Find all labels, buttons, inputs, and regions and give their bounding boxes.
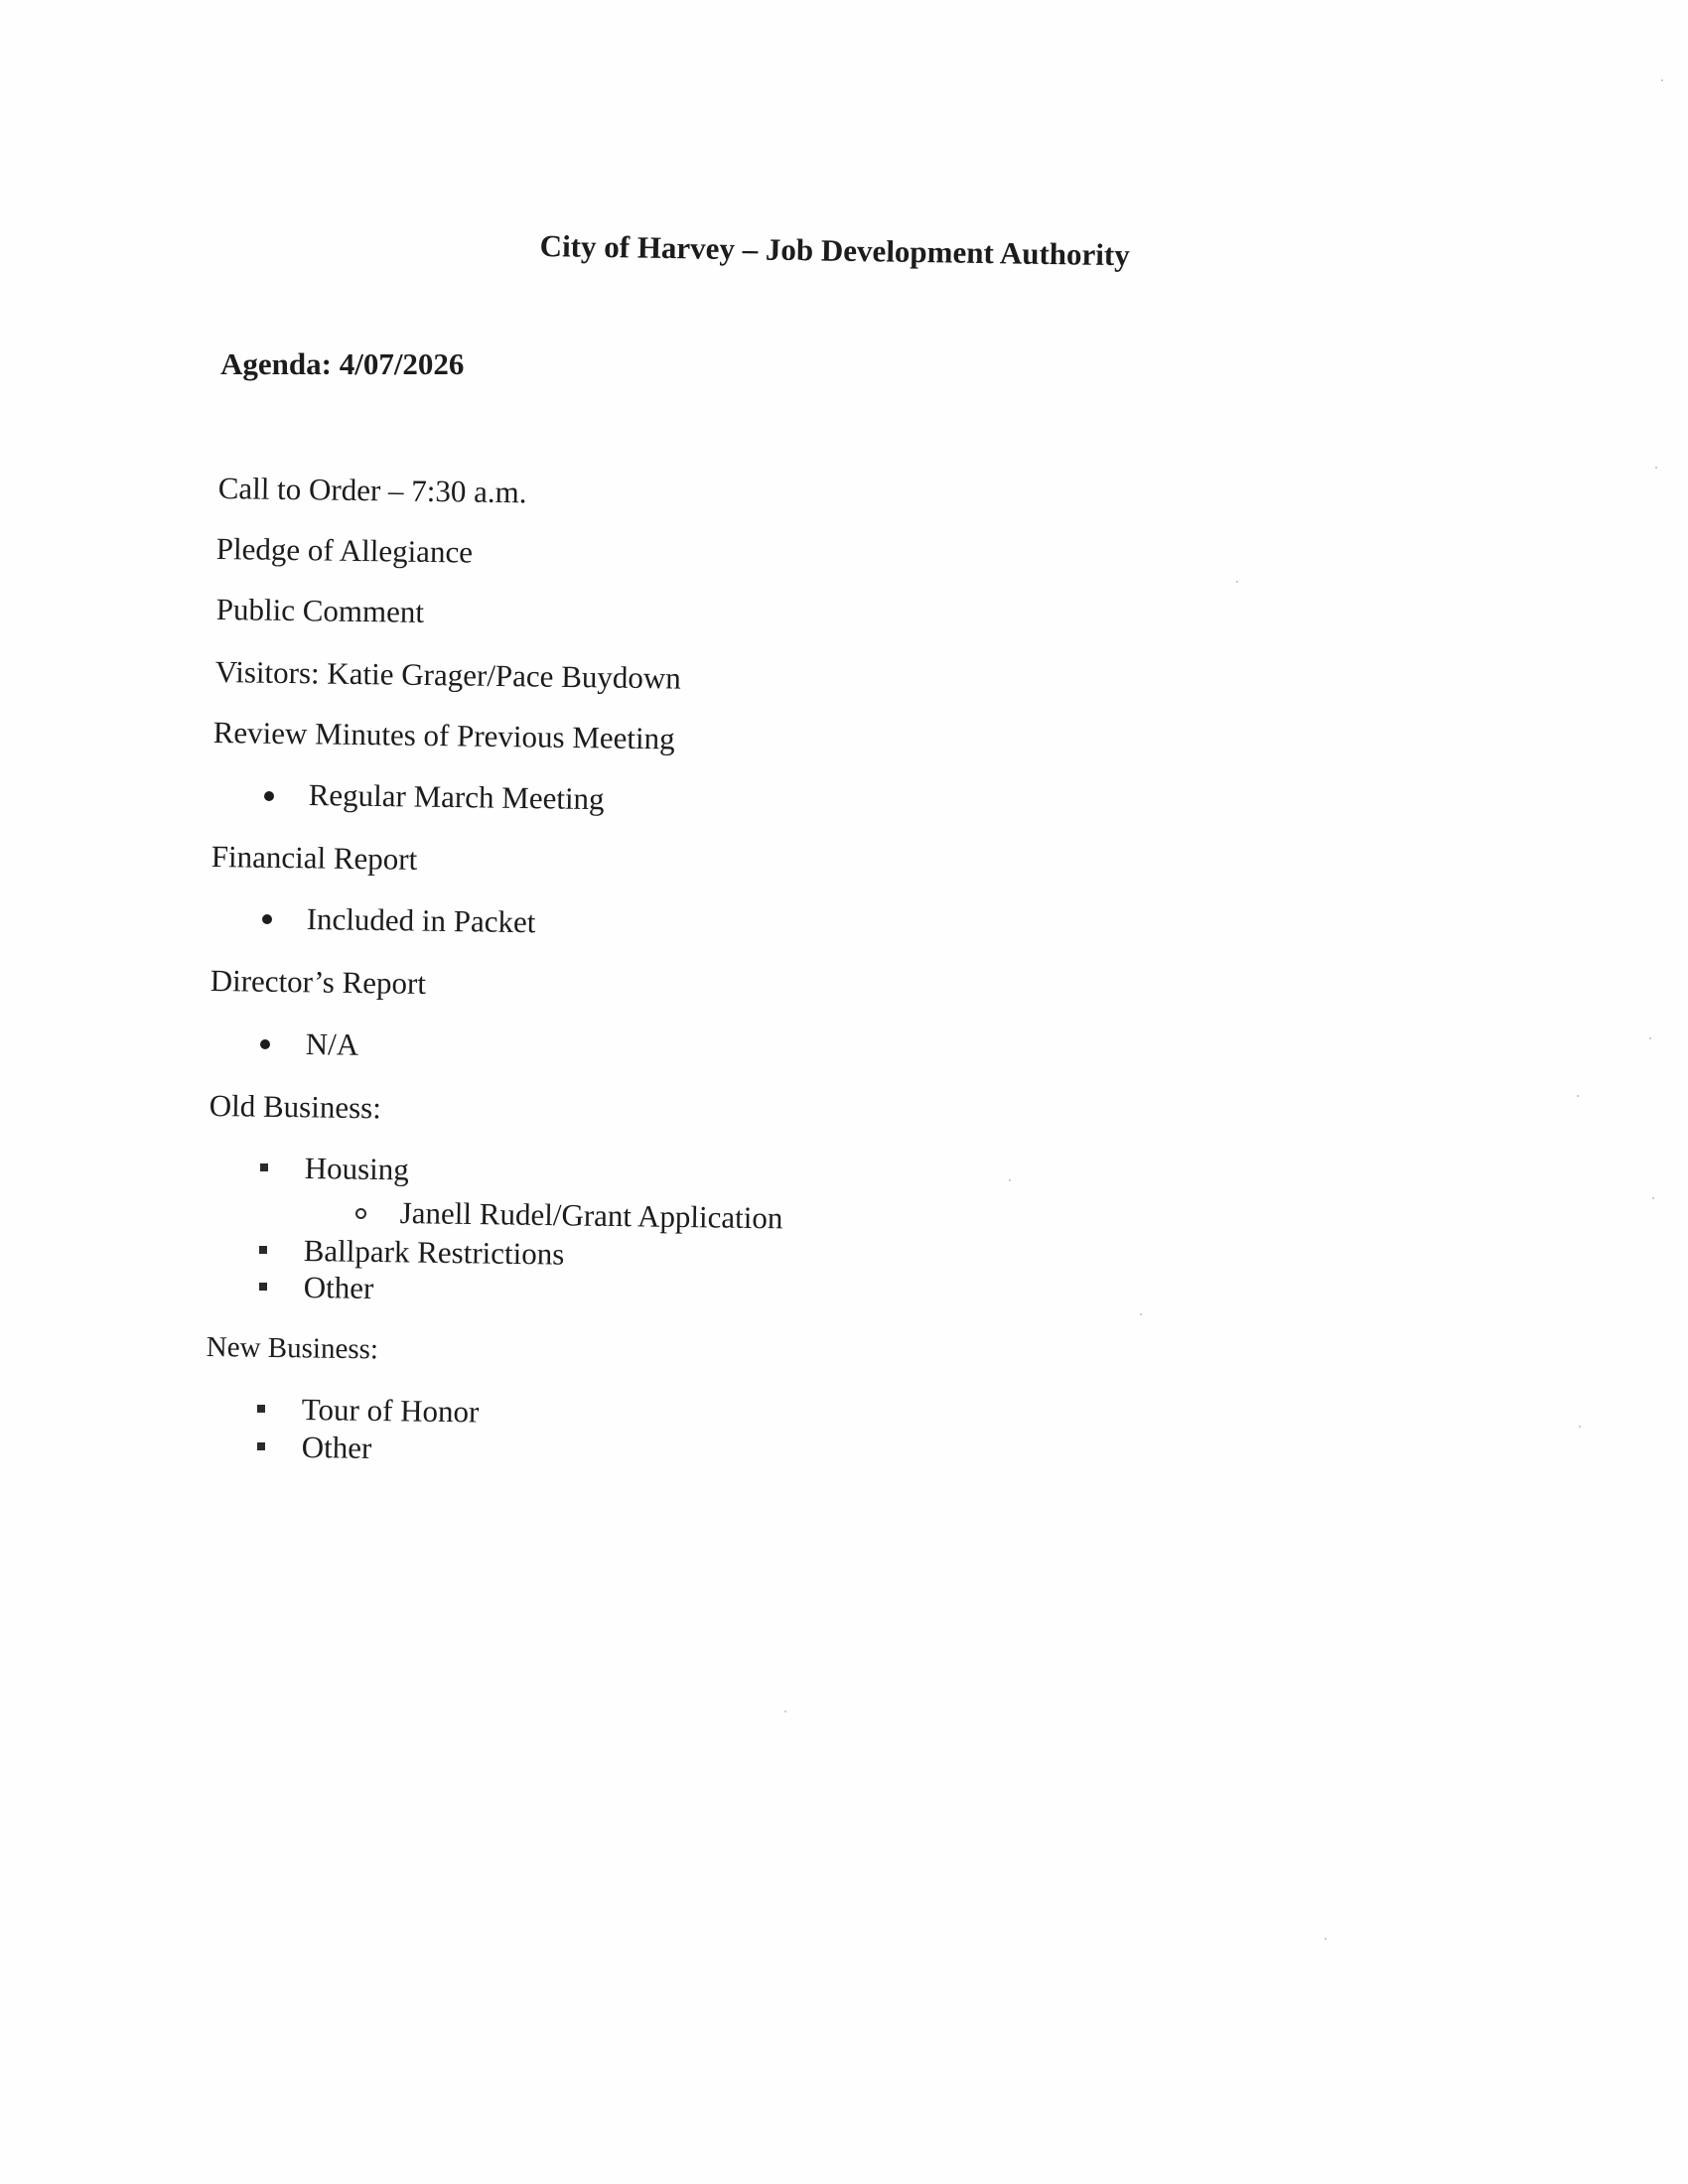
item-old-housing-sub: Janell Rudel/Grant Application: [399, 1195, 783, 1236]
item-old-business: Old Business:: [209, 1088, 382, 1126]
item-directors-report-sub: N/A: [305, 1026, 359, 1062]
scan-speck: [1655, 467, 1657, 469]
scan-speck: [1579, 1426, 1581, 1428]
item-new-tour: Tour of Honor: [301, 1392, 480, 1430]
item-financial-report: Financial Report: [211, 839, 418, 877]
scan-speck: [1649, 1037, 1651, 1039]
scan-speck: [1236, 581, 1238, 583]
bullet-dot: [264, 791, 274, 801]
item-directors-report: Director’s Report: [210, 963, 427, 1002]
scan-speck: [1140, 1313, 1142, 1315]
scan-speck: [1661, 79, 1663, 81]
scan-speck: [784, 1710, 786, 1712]
bullet-dot: [262, 914, 272, 924]
bullet-square: [257, 1405, 265, 1413]
bullet-square: [259, 1283, 267, 1291]
item-review-minutes: Review Minutes of Previous Meeting: [212, 715, 675, 756]
item-pledge: Pledge of Allegiance: [215, 531, 474, 570]
bullet-circle: [355, 1208, 366, 1219]
item-old-housing: Housing: [304, 1151, 410, 1187]
scan-speck: [1009, 1179, 1011, 1181]
item-call-to-order: Call to Order – 7:30 a.m.: [217, 471, 527, 510]
scan-speck: [1652, 1197, 1654, 1199]
item-visitors: Visitors: Katie Grager/Pace Buydown: [214, 654, 682, 696]
item-new-other: Other: [301, 1430, 372, 1465]
scan-speck: [1577, 1095, 1579, 1097]
item-old-other: Other: [303, 1270, 374, 1305]
bullet-square: [259, 1246, 267, 1254]
agenda-date: Agenda: 4/07/2026: [220, 346, 465, 381]
document-title: City of Harvey – Job Development Authority: [539, 228, 1131, 273]
bullet-dot: [260, 1039, 270, 1049]
item-public-comment: Public Comment: [215, 592, 425, 629]
item-financial-report-sub: Included in Packet: [306, 901, 536, 940]
item-review-minutes-sub: Regular March Meeting: [308, 777, 605, 817]
bullet-square: [257, 1442, 265, 1450]
item-old-ballpark: Ballpark Restrictions: [303, 1233, 565, 1272]
bullet-square: [260, 1163, 268, 1171]
scan-speck: [1325, 1938, 1327, 1940]
item-new-business: New Business:: [206, 1331, 379, 1366]
